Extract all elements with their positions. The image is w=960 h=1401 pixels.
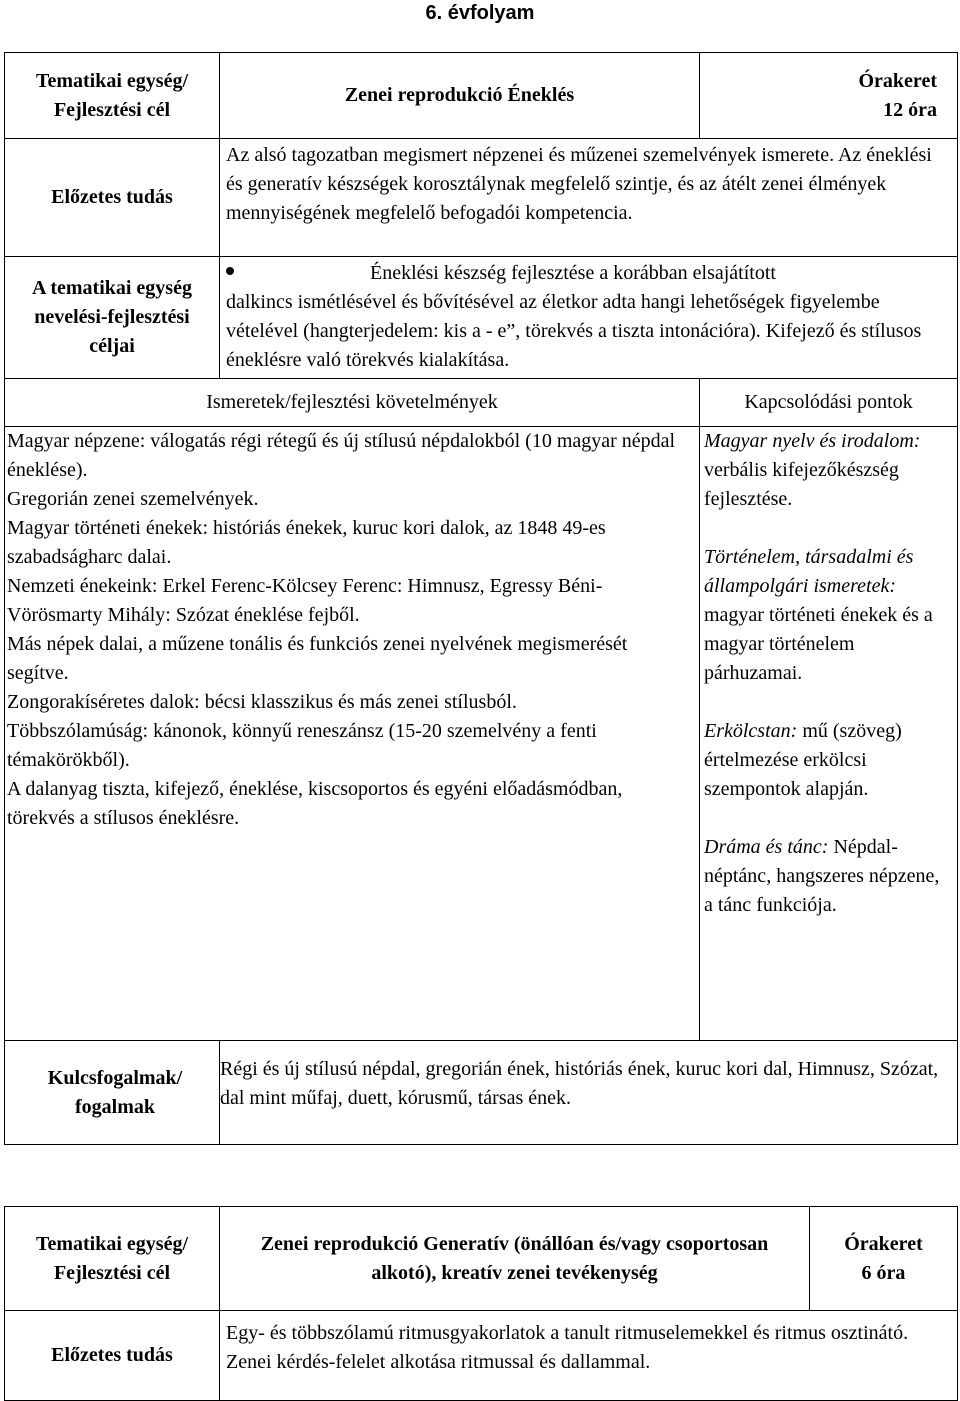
hours-label: Órakeret (858, 69, 937, 92)
goals-cell (220, 257, 958, 379)
prior-knowledge-label-cell (5, 1311, 220, 1401)
links-header-cell (700, 379, 958, 427)
keywords-cell (220, 1041, 958, 1145)
requirement-item: Más népek dalai, a műzene tonális és funkciós zenei nyelvének megismerését segítve. (7, 633, 628, 684)
topic-title-cell (220, 1207, 810, 1311)
topic-title: Zenei reprodukció Éneklés (344, 84, 575, 106)
hours-cell (700, 53, 958, 139)
link-item (704, 717, 949, 804)
keywords-label: Kulcsfogalmak/ fogalmak (47, 1066, 183, 1118)
prior-knowledge-label-cell (5, 139, 220, 257)
topic-title: Zenei reprodukció Generatív (önállóan és/vagy csoportosan alkotó), kreatív zenei tevékenység (260, 1232, 769, 1284)
requirements-header-cell (5, 379, 700, 427)
topic-label-cell (5, 1207, 220, 1311)
requirement-item: A dalanyag tiszta, kifejező, éneklése, kiscsoportos és egyéni előadásmódban, törekvés a stílusos éneklésre. (7, 778, 623, 829)
topic-label-cell (5, 53, 220, 139)
goals-first-line: Éneklési készség fejlesztése a korábban elsajátított (370, 262, 776, 284)
prior-knowledge-text: Egy- és többszólamú ritmusgyakorlatok a tanult ritmuselemekkel és ritmus osztinátó. Zenei kérdés-felelet alkotása ritmussal és dallammal. (226, 1322, 909, 1373)
link-item (704, 833, 949, 920)
prior-knowledge-label: Előzetes tudás (51, 186, 173, 208)
bullet-icon (226, 267, 234, 275)
hours-value: 12 óra (883, 98, 937, 121)
links-cell (700, 427, 958, 1041)
requirements-cell (5, 427, 700, 1041)
hours-label: Órakeret (844, 1232, 923, 1255)
goals-label: A tematikai egység nevelési-fejlesztési céljai (32, 277, 192, 357)
links-header: Kapcsolódási pontok (744, 391, 913, 413)
prior-knowledge-text: Az alsó tagozatban megismert népzenei és műzenei szemelvények ismerete. Az éneklési és generatív készségek korosztálynak megfelelő szintje, és az átélt zenei élmények mennyiségének megfelelő befogadói kompetencia. (226, 144, 932, 224)
keywords-label-cell (5, 1041, 220, 1145)
requirement-item: Nemzeti énekeink: Erkel Ferenc-Kölcsey Ferenc: Himnusz, Egressy Béni-Vörösmarty Mihály: Szózat éneklése fejből. (7, 575, 603, 626)
goals-label-cell (5, 257, 220, 379)
keywords-text: Régi és új stílusú népdal, gregorián ének, históriás ének, kuruc kori dal, Himnusz, Szózat, dal mint műfaj, duett, kórusmű, társas ének. (220, 1058, 939, 1109)
prior-knowledge-cell (220, 1311, 958, 1401)
topic-label: Tematikai egység/ Fejlesztési cél (35, 69, 189, 121)
link-subject: Erkölcstan: (704, 720, 798, 742)
topic-label: Tematikai egység/ Fejlesztési cél (35, 1232, 189, 1284)
goals-text: dalkincs ismétlésével és bővítésével az életkor adta hangi lehetőségek figyelembe vételével (hangterjedelem: kis a - e”, törekvés a tiszta intonációra). Kifejező és stílusos éneklésre való törekvés kialakítása. (226, 291, 922, 371)
link-text: Népdal-néptánc, hangszeres népzene, a tánc funkciója. (704, 836, 940, 916)
link-subject: Dráma és tánc: (704, 836, 829, 858)
link-item (704, 543, 949, 688)
link-text: mű (szöveg) értelmezése erkölcsi szempontok alapján. (704, 720, 902, 800)
link-item (704, 427, 949, 514)
curriculum-table-singing (4, 52, 958, 1145)
link-subject: Magyar nyelv és irodalom: (704, 430, 921, 452)
requirement-item: Magyar népzene: válogatás régi rétegű és új stílusú népdalokból (10 magyar népdal éneklése). (7, 430, 676, 481)
prior-knowledge-cell (220, 139, 958, 257)
hours-value: 6 óra (861, 1261, 906, 1284)
requirement-item: Többszólamúság: kánonok, könnyű reneszánsz (15-20 szemelvény a fenti témakörökből). (7, 720, 597, 771)
hours-cell (810, 1207, 958, 1311)
requirement-item: Gregorián zenei szemelvények. (7, 488, 259, 510)
link-text: magyar történeti énekek és a magyar történelem párhuzamai. (704, 604, 933, 684)
link-subject: Történelem, társadalmi és állampolgári ismeretek: (704, 546, 914, 597)
topic-title-cell (220, 53, 700, 139)
requirement-item: Zongorakíséretes dalok: bécsi klasszikus és más zenei stílusból. (7, 691, 517, 713)
curriculum-table-generative (4, 1206, 958, 1401)
link-text: verbális kifejezőkészség fejlesztése. (704, 459, 899, 510)
requirements-header: Ismeretek/fejlesztési követelmények (206, 391, 498, 413)
page-heading: 6. évfolyam (425, 2, 535, 24)
requirement-item: Magyar történeti énekek: históriás énekek, kuruc kori dalok, az 1848 49-es szabadságharc dalai. (7, 517, 606, 568)
prior-knowledge-label: Előzetes tudás (51, 1344, 173, 1366)
